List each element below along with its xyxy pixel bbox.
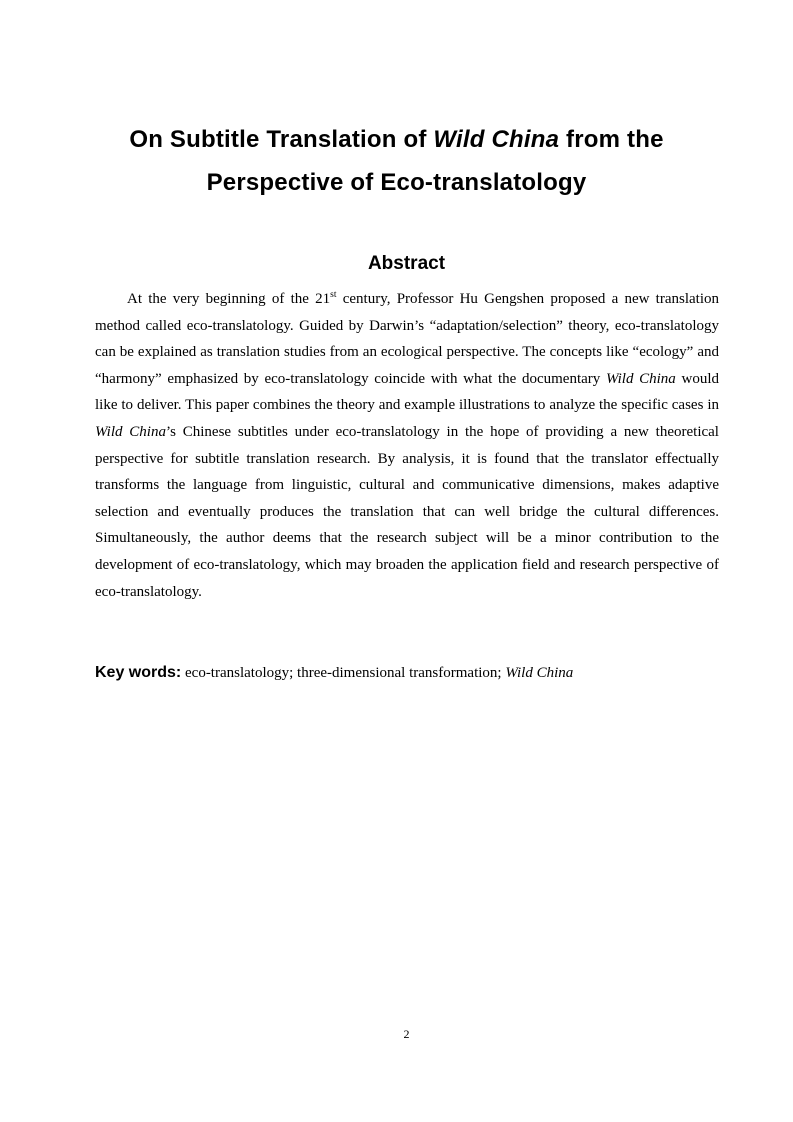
- page-number: 2: [403, 1027, 410, 1041]
- abstract-body: [95, 286, 719, 605]
- title-part1: On Subtitle Translation of: [129, 126, 434, 153]
- abstract-italic-2: Wild China: [95, 423, 166, 440]
- keywords-italic: Wild China: [505, 665, 574, 681]
- ordinal-suffix: st: [330, 290, 337, 300]
- title-italic: Wild China: [433, 126, 560, 153]
- abstract-italic-1: Wild China: [605, 370, 676, 387]
- title-part2: from the: [559, 126, 664, 153]
- abstract-text-1b: century, Professor Hu Gengshen proposed a new translation method called eco-translatology. Guided by Darwin’s “adaptation/selection” theory, eco-translatology can be explained as translation studies from an ecological perspective. The concepts like “ecology” and “harmony” emphasized by eco-translatology coincide with what the documentary: [95, 291, 719, 387]
- abstract-text-2a: ’s Chinese subtitles under eco-translatology in the hope of providing a new theoretical perspective for subtitle translation research. By analysis, it is found that the translator effectually transforms the language from linguistic, cultural and communicative dimensions, makes adaptive selection and eventually produces the translation that can well bridge the cultural differences. Simultaneously, the author deems that the research subject will be a minor contribution to the development of eco-translatology, which may broaden the application field and research perspective of eco-translatology.: [95, 423, 719, 600]
- keywords-label: Key words:: [95, 664, 182, 681]
- paper-title: [60, 118, 733, 204]
- abstract-text-1c: would like to deliver. This paper combines the theory and example illustrations to analyze the specific cases in: [95, 370, 719, 414]
- keywords: [95, 660, 719, 686]
- title-line2: Perspective of Eco-translatology: [206, 169, 587, 196]
- abstract-text-1a: At the very beginning of the 21: [127, 291, 331, 307]
- abstract-heading: Abstract: [367, 253, 446, 274]
- keywords-text: eco-translatology; three-dimensional transformation;: [181, 665, 506, 681]
